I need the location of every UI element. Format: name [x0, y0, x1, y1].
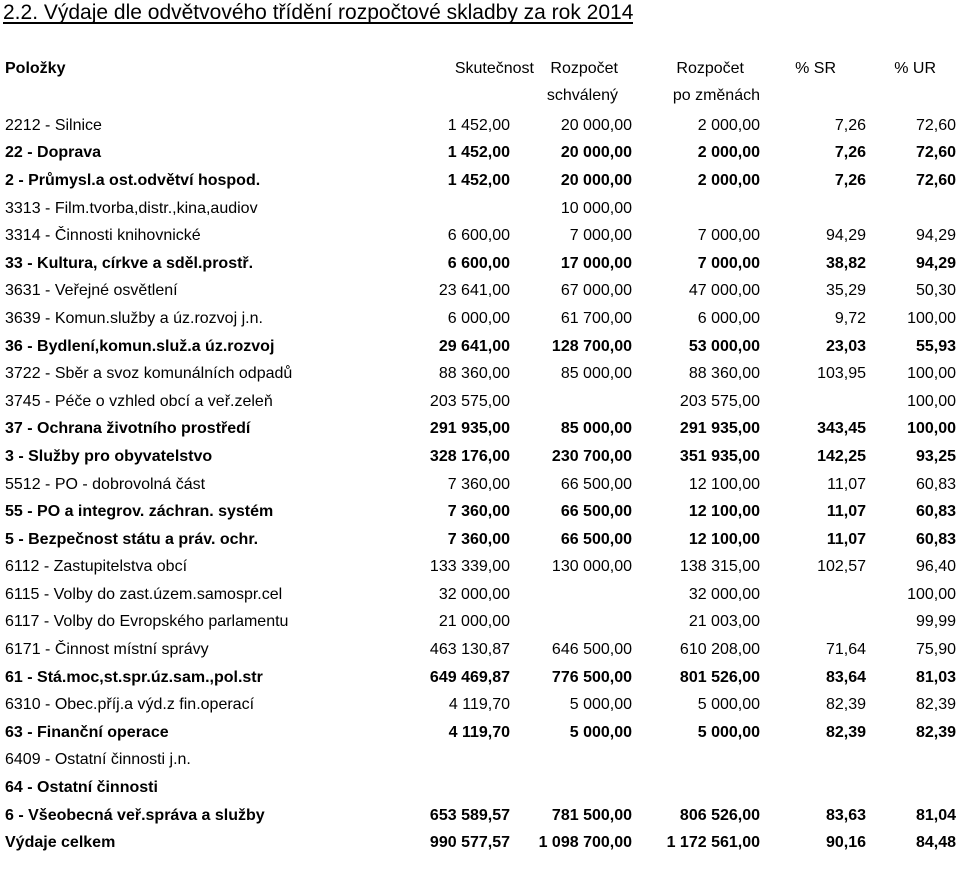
- cell-amended: 47 000,00: [688, 282, 760, 300]
- cell-actual: 21 000,00: [438, 613, 510, 631]
- cell-pct-sr: 7,26: [834, 116, 866, 134]
- cell-amended: 203 575,00: [679, 392, 760, 410]
- cell-pct-ur: 100,00: [907, 392, 956, 410]
- cell-name: 3313 - Film.tvorba,distr.,kina,audiov: [5, 199, 258, 217]
- cell-approved: 20 000,00: [560, 171, 632, 189]
- cell-approved: 128 700,00: [551, 337, 632, 355]
- header-amended-line1: Rozpočet: [676, 60, 744, 77]
- cell-actual: 990 577,57: [429, 834, 510, 852]
- cell-pct-ur: 60,83: [915, 503, 956, 521]
- table-row: [0, 333, 960, 361]
- cell-approved: [514, 388, 636, 416]
- table-row: [0, 471, 960, 499]
- cell-name: 6310 - Obec.příj.a výd.z fin.operací: [5, 696, 255, 714]
- cell-approved: 20 000,00: [560, 116, 632, 134]
- cell-name: 3 - Služby pro obyvatelstvo: [5, 447, 213, 465]
- table-row: [0, 360, 960, 388]
- table-row: [0, 719, 960, 747]
- header-amended-line2: po změnách: [672, 87, 760, 104]
- cell-approved: 1 098 700,00: [538, 834, 632, 852]
- table-row: [0, 195, 960, 223]
- cell-actual: 6 000,00: [447, 309, 510, 327]
- cell-amended: 6 000,00: [697, 309, 760, 327]
- cell-approved: 85 000,00: [560, 420, 632, 438]
- cell-amended: 138 315,00: [679, 558, 760, 576]
- cell-approved: 776 500,00: [551, 668, 632, 686]
- cell-name: 63 - Finanční operace: [5, 723, 169, 741]
- cell-actual: 4 119,70: [448, 723, 510, 741]
- cell-actual: 6 600,00: [447, 227, 510, 245]
- cell-name: 37 - Ochrana životního prostředí: [5, 420, 251, 438]
- cell-name: 22 - Doprava: [5, 144, 102, 162]
- cell-amended: 2 000,00: [697, 144, 760, 162]
- table-row: [0, 250, 960, 278]
- table-row: [0, 443, 960, 471]
- cell-pct-ur: 100,00: [907, 420, 956, 438]
- cell-approved: [514, 581, 636, 609]
- cell-amended: [636, 774, 764, 802]
- cell-pct-sr: 35,29: [825, 282, 866, 300]
- cell-pct-sr: 82,39: [825, 696, 866, 714]
- cell-name: 3722 - Sběr a svoz komunálních odpadů: [5, 365, 293, 383]
- table-row: [0, 747, 960, 775]
- cell-pct-sr: 38,82: [825, 254, 866, 272]
- cell-pct-ur: 94,29: [915, 227, 956, 245]
- table-row: [0, 167, 960, 195]
- header-items: Položky: [5, 60, 66, 77]
- cell-amended: 291 935,00: [679, 420, 760, 438]
- cell-name: 33 - Kultura, církve a sděl.prostř.: [5, 254, 254, 272]
- cell-pct-sr: [764, 195, 870, 223]
- cell-pct-sr: 343,45: [817, 420, 866, 438]
- cell-amended: 2 000,00: [697, 171, 760, 189]
- cell-pct-ur: 96,40: [915, 558, 956, 576]
- cell-pct-sr: 83,63: [825, 806, 866, 824]
- cell-pct-sr: 7,26: [834, 144, 866, 162]
- cell-pct-ur: 81,03: [915, 668, 956, 686]
- cell-name: Výdaje celkem: [5, 834, 116, 852]
- table-row: [0, 222, 960, 250]
- cell-actual: 203 575,00: [429, 392, 510, 410]
- cell-pct-ur: 72,60: [915, 116, 956, 134]
- cell-name: 3745 - Péče o vzhled obcí a veř.zeleň: [5, 392, 273, 410]
- cell-name: 55 - PO a integrov. záchran. systém: [5, 503, 274, 521]
- cell-actual: 7 360,00: [447, 503, 510, 521]
- cell-pct-sr: 23,03: [825, 337, 866, 355]
- cell-approved: 781 500,00: [551, 806, 632, 824]
- cell-name: 5512 - PO - dobrovolná část: [5, 475, 206, 493]
- cell-approved: 7 000,00: [569, 227, 632, 245]
- table-row: [0, 112, 960, 140]
- cell-amended: 2 000,00: [697, 116, 760, 134]
- cell-actual: 7 360,00: [447, 475, 510, 493]
- cell-pct-sr: 11,07: [826, 530, 866, 548]
- cell-amended: 610 208,00: [679, 641, 760, 659]
- cell-pct-sr: 142,25: [817, 447, 866, 465]
- cell-actual: 1 452,00: [447, 116, 510, 134]
- expenditure-table: [0, 112, 960, 857]
- cell-amended: 7 000,00: [697, 254, 760, 272]
- cell-pct-ur: 60,83: [915, 475, 956, 493]
- table-row: [0, 388, 960, 416]
- cell-pct-ur: 72,60: [915, 144, 956, 162]
- cell-approved: 10 000,00: [560, 199, 632, 217]
- cell-pct-sr: 9,72: [834, 309, 866, 327]
- cell-actual: 291 935,00: [429, 420, 510, 438]
- cell-pct-sr: [764, 774, 870, 802]
- table-row: [0, 305, 960, 333]
- cell-pct-sr: 94,29: [825, 227, 866, 245]
- cell-pct-ur: 100,00: [907, 309, 956, 327]
- cell-pct-sr: 102,57: [817, 558, 866, 576]
- cell-amended: 12 100,00: [688, 503, 760, 521]
- cell-name: 3631 - Veřejné osvětlení: [5, 282, 178, 300]
- cell-approved: 5 000,00: [569, 723, 632, 741]
- header-actual: Skutečnost: [454, 60, 534, 77]
- cell-pct-ur: 72,60: [915, 171, 956, 189]
- cell-pct-sr: 71,64: [825, 641, 866, 659]
- cell-actual: [392, 195, 514, 223]
- cell-pct-sr: 82,39: [825, 723, 866, 741]
- cell-approved: 67 000,00: [560, 282, 632, 300]
- cell-name: 3314 - Činnosti knihovnické: [5, 227, 201, 245]
- cell-approved: 66 500,00: [560, 530, 632, 548]
- header-pct-sr: % SR: [795, 60, 836, 77]
- cell-name: 2212 - Silnice: [5, 116, 102, 134]
- cell-pct-sr: 11,07: [826, 503, 866, 521]
- cell-name: 5 - Bezpečnost státu a práv. ochr.: [5, 530, 259, 548]
- table-row: [0, 802, 960, 830]
- cell-actual: 29 641,00: [438, 337, 510, 355]
- cell-actual: 32 000,00: [438, 585, 510, 603]
- cell-pct-sr: 103,95: [817, 365, 866, 383]
- cell-pct-ur: 55,93: [915, 337, 956, 355]
- cell-actual: 133 339,00: [429, 558, 510, 576]
- cell-pct-ur: 94,29: [915, 254, 956, 272]
- cell-approved: 646 500,00: [551, 641, 632, 659]
- cell-approved: 230 700,00: [551, 447, 632, 465]
- header-approved-line1: Rozpočet: [550, 60, 618, 77]
- cell-name: 6171 - Činnost místní správy: [5, 641, 209, 659]
- cell-amended: 12 100,00: [688, 530, 760, 548]
- table-row: [0, 774, 960, 802]
- table-row: [0, 636, 960, 664]
- page-title: 2.2. Výdaje dle odvětvového třídění rozpočtové skladby za rok 2014: [3, 1, 634, 24]
- cell-actual: 328 176,00: [429, 447, 510, 465]
- cell-amended: 88 360,00: [688, 365, 760, 383]
- cell-name: 6112 - Zastupitelstva obcí: [5, 558, 188, 576]
- cell-actual: 23 641,00: [438, 282, 510, 300]
- cell-approved: 66 500,00: [560, 475, 632, 493]
- cell-actual: [392, 747, 514, 775]
- cell-actual: [392, 774, 514, 802]
- cell-actual: 649 469,87: [429, 668, 510, 686]
- cell-pct-ur: 100,00: [907, 365, 956, 383]
- cell-name: 61 - Stá.moc,st.spr.úz.sam.,pol.str: [5, 668, 263, 686]
- cell-actual: 6 600,00: [447, 254, 510, 272]
- cell-pct-sr: 83,64: [825, 668, 866, 686]
- cell-pct-sr: 90,16: [825, 834, 866, 852]
- cell-name: 6409 - Ostatní činnosti j.n.: [5, 751, 191, 769]
- cell-amended: 806 526,00: [679, 806, 760, 824]
- cell-pct-ur: [870, 195, 960, 223]
- table-row: [0, 498, 960, 526]
- cell-pct-sr: [764, 609, 870, 637]
- table-row: [0, 416, 960, 444]
- cell-approved: [514, 609, 636, 637]
- table-row: [0, 140, 960, 168]
- cell-name: 6 - Všeobecná veř.správa a služby: [5, 806, 265, 824]
- cell-approved: 5 000,00: [569, 696, 632, 714]
- cell-amended: 7 000,00: [697, 227, 760, 245]
- cell-pct-ur: 75,90: [915, 641, 956, 659]
- cell-amended: 21 003,00: [688, 613, 760, 631]
- table-row: [0, 526, 960, 554]
- cell-approved: 130 000,00: [551, 558, 632, 576]
- cell-actual: 463 130,87: [429, 641, 510, 659]
- cell-pct-ur: 82,39: [915, 723, 956, 741]
- cell-actual: 7 360,00: [447, 530, 510, 548]
- cell-pct-sr: 11,07: [827, 475, 866, 493]
- cell-pct-ur: [870, 774, 960, 802]
- cell-pct-sr: [764, 747, 870, 775]
- cell-name: 36 - Bydlení,komun.služ.a úz.rozvoj: [5, 337, 275, 355]
- header-pct-ur: % UR: [894, 60, 936, 77]
- cell-approved: 61 700,00: [560, 309, 632, 327]
- table-row: [0, 278, 960, 306]
- cell-approved: 85 000,00: [560, 365, 632, 383]
- cell-pct-ur: 99,99: [915, 613, 956, 631]
- cell-name: 3639 - Komun.služby a úz.rozvoj j.n.: [5, 309, 263, 327]
- table-row: [0, 581, 960, 609]
- cell-amended: 5 000,00: [697, 723, 760, 741]
- table-row: [0, 691, 960, 719]
- cell-approved: [514, 774, 636, 802]
- cell-amended: 351 935,00: [679, 447, 760, 465]
- cell-actual: 1 452,00: [447, 171, 510, 189]
- cell-amended: 1 172 561,00: [666, 834, 760, 852]
- cell-actual: 4 119,70: [448, 696, 510, 714]
- cell-approved: [514, 747, 636, 775]
- table-row: [0, 664, 960, 692]
- cell-pct-ur: 84,48: [915, 834, 956, 852]
- cell-pct-ur: 60,83: [915, 530, 956, 548]
- table-row: [0, 554, 960, 582]
- cell-amended: [636, 747, 764, 775]
- cell-name: 6117 - Volby do Evropského parlamentu: [5, 613, 289, 631]
- cell-actual: 653 589,57: [429, 806, 510, 824]
- cell-approved: 20 000,00: [560, 144, 632, 162]
- table-row: [0, 829, 960, 857]
- cell-pct-ur: 82,39: [915, 696, 956, 714]
- cell-amended: 32 000,00: [688, 585, 760, 603]
- cell-name: 2 - Průmysl.a ost.odvětví hospod.: [5, 171, 261, 189]
- cell-pct-ur: 50,30: [915, 282, 956, 300]
- cell-actual: 1 452,00: [447, 144, 510, 162]
- cell-name: 6115 - Volby do zast.územ.samospr.cel: [5, 585, 283, 603]
- cell-name: 64 - Ostatní činnosti: [5, 779, 158, 797]
- cell-pct-ur: 93,25: [915, 447, 956, 465]
- cell-amended: 53 000,00: [688, 337, 760, 355]
- cell-pct-sr: [764, 388, 870, 416]
- cell-approved: 17 000,00: [560, 254, 632, 272]
- cell-amended: 12 100,00: [688, 475, 760, 493]
- cell-approved: 66 500,00: [560, 503, 632, 521]
- cell-pct-sr: 7,26: [834, 171, 866, 189]
- cell-pct-sr: [764, 581, 870, 609]
- cell-amended: [636, 195, 764, 223]
- cell-pct-ur: 100,00: [907, 585, 956, 603]
- cell-amended: 5 000,00: [697, 696, 760, 714]
- cell-pct-ur: 81,04: [915, 806, 956, 824]
- table-row: [0, 609, 960, 637]
- header-approved-line2: schválený: [546, 87, 618, 104]
- cell-amended: 801 526,00: [679, 668, 760, 686]
- cell-actual: 88 360,00: [438, 365, 510, 383]
- cell-pct-ur: [870, 747, 960, 775]
